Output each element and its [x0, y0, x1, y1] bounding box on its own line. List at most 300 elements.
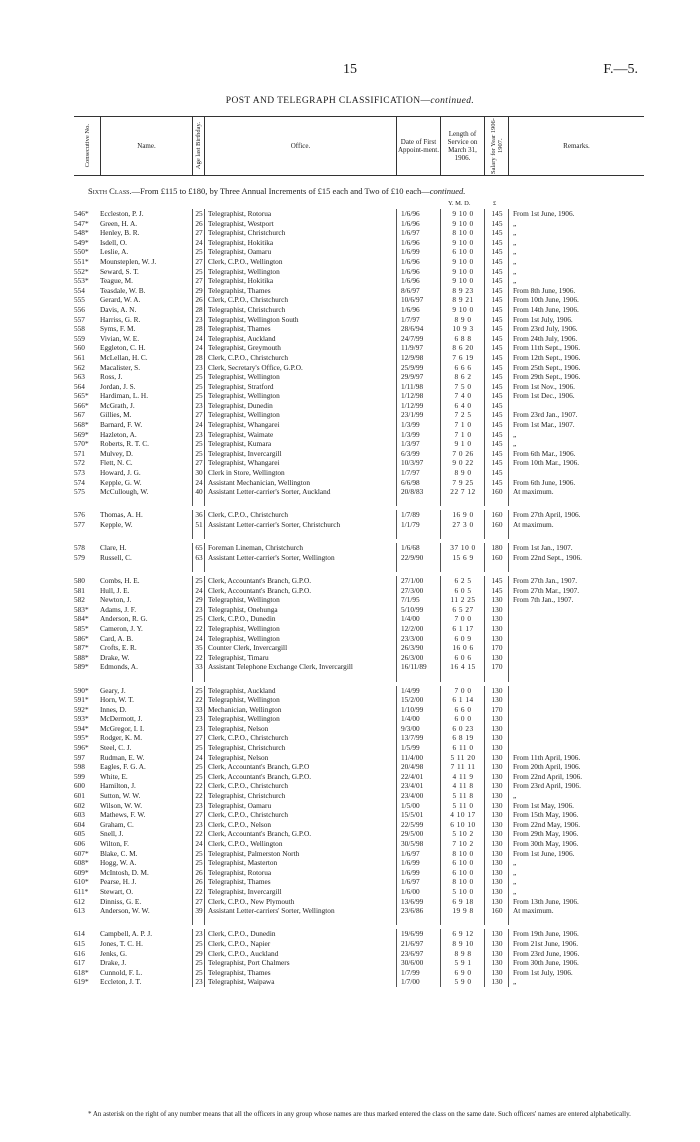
row-date: 11/9/97	[396, 343, 445, 353]
row-date: 10/3/97	[396, 458, 445, 468]
row-office: Mechanician, Wellington	[204, 705, 400, 715]
row-salary: 130	[484, 733, 509, 743]
row-remarks: At maximum.	[508, 520, 653, 539]
table-row	[0, 343, 700, 353]
row-salary: 145	[484, 353, 509, 363]
row-name: Kepple, W.	[100, 520, 133, 529]
row-age: 25	[192, 762, 205, 772]
row-age: 24	[192, 478, 205, 488]
row-remarks	[508, 662, 653, 681]
table-row	[0, 257, 700, 267]
row-length: 8 9 8	[440, 949, 485, 959]
section-heading	[88, 186, 465, 196]
table-row	[0, 958, 700, 968]
row-remarks: „	[508, 276, 653, 286]
row-date: 22/5/99	[396, 820, 445, 830]
row-name: McLellan, H. C.	[100, 352, 148, 362]
row-number: 591*	[74, 695, 89, 705]
table-row	[0, 695, 700, 705]
row-number: 612	[74, 896, 85, 906]
row-remarks: From 29th May, 1906.	[508, 829, 653, 839]
row-length: 8 6 20	[440, 343, 485, 353]
row-office: Telegraphist, Auckland	[204, 334, 400, 344]
row-remarks: From 13th June, 1906.	[508, 897, 653, 907]
row-name: Thomas, A. H.	[100, 510, 143, 520]
table-header	[74, 116, 644, 176]
table-row	[0, 487, 700, 506]
row-office: Clerk, C.P.O., Dunedin	[204, 614, 400, 624]
row-salary: 130	[484, 595, 509, 605]
row-salary: 130	[484, 634, 509, 644]
row-name: Cameron, J. Y.	[100, 623, 143, 633]
row-age: 33	[192, 705, 205, 715]
row-length: 22 7 12	[440, 487, 485, 506]
row-date: 12/9/98	[396, 353, 445, 363]
row-salary: 130	[484, 781, 509, 791]
row-number: 577	[74, 520, 85, 529]
row-length: 16 4 15	[440, 662, 485, 681]
row-remarks: From 22nd May, 1906.	[508, 820, 653, 830]
row-age: 26	[192, 219, 205, 229]
row-salary: 130	[484, 839, 509, 849]
row-office: Telegraphist, Rotorua	[204, 868, 400, 878]
row-number: 552*	[74, 266, 89, 276]
header-name: Name.	[100, 117, 192, 175]
row-length: 4 11 8	[440, 781, 485, 791]
row-length: 6 1 17	[440, 624, 485, 634]
row-office: Clerk, Secretary's Office, G.P.O.	[204, 363, 400, 373]
row-salary: 130	[484, 695, 509, 705]
row-date: 11/4/00	[396, 753, 445, 763]
row-remarks	[508, 705, 653, 715]
row-length: 6 2 5	[440, 576, 485, 586]
table-row	[0, 858, 700, 868]
row-name: Eagles, F. G. A.	[100, 762, 146, 772]
row-name: Steel, C. J.	[100, 743, 132, 753]
row-office: Telegraphist, Kumara	[204, 439, 400, 449]
row-length: 7 0 0	[440, 686, 485, 696]
row-age: 25	[192, 267, 205, 277]
table-row	[0, 276, 700, 286]
table-row	[0, 595, 700, 605]
row-length: 6 6 6	[440, 363, 485, 373]
table-row	[0, 605, 700, 615]
row-office: Telegraphist, Port Chalmers	[204, 958, 400, 968]
page-title	[0, 96, 700, 106]
row-date: 1/6/96	[396, 238, 445, 248]
table-row	[0, 324, 700, 334]
row-salary: 145	[484, 276, 509, 286]
row-salary: 130	[484, 968, 509, 978]
row-office: Telegraphist, Wellington	[204, 624, 400, 634]
row-remarks: „	[508, 791, 653, 801]
row-remarks	[508, 686, 653, 696]
row-name: Combs, H. E.	[100, 575, 140, 585]
row-remarks: From 30th May, 1906.	[508, 839, 653, 849]
row-date: 1/6/96	[396, 209, 445, 219]
row-name: Roberts, R. T. C.	[100, 439, 149, 449]
row-office: Clerk, C.P.O., Christchurch	[204, 810, 400, 820]
row-office: Clerk, C.P.O., Auckland	[204, 949, 400, 959]
row-age: 25	[192, 743, 205, 753]
row-age: 22	[192, 781, 205, 791]
row-number: 557	[74, 314, 85, 324]
row-name: Syms, F. M.	[100, 324, 136, 334]
table-row	[0, 468, 700, 478]
row-office: Telegraphist, Stratford	[204, 382, 400, 392]
table-row	[0, 478, 700, 488]
row-date: 19/6/99	[396, 929, 445, 939]
row-salary: 130	[484, 897, 509, 907]
row-date: 13/6/99	[396, 897, 445, 907]
row-length: 6 10 0	[440, 247, 485, 257]
table-row	[0, 624, 700, 634]
row-office: Clerk, Accountant's Branch, G.P.O.	[204, 586, 400, 596]
row-office: Clerk, C.P.O., Wellington	[204, 839, 400, 849]
row-office: Telegraphist, Wellington South	[204, 315, 400, 325]
row-number: 551*	[74, 256, 89, 266]
row-number: 570*	[74, 439, 89, 449]
row-remarks	[508, 695, 653, 705]
row-number: 568*	[74, 420, 89, 430]
row-number: 549*	[74, 237, 89, 247]
row-remarks	[508, 653, 653, 663]
row-date: 1/7/99	[396, 968, 445, 978]
row-remarks: From 23rd June, 1906.	[508, 949, 653, 959]
row-office: Clerk, C.P.O., Christchurch	[204, 295, 400, 305]
row-name: Horn, W. T.	[100, 695, 134, 705]
row-remarks	[508, 624, 653, 634]
row-salary: 145	[484, 295, 509, 305]
row-office: Clerk, C.P.O., Nelson	[204, 820, 400, 830]
row-number: 618*	[74, 967, 89, 977]
row-remarks	[508, 733, 653, 743]
row-salary: 145	[484, 257, 509, 267]
row-salary: 130	[484, 887, 509, 897]
row-age: 22	[192, 829, 205, 839]
row-length: 7 0 26	[440, 449, 485, 459]
row-date: 1/6/96	[396, 267, 445, 277]
row-salary: 130	[484, 791, 509, 801]
row-name: Green, H. A.	[100, 218, 138, 228]
row-salary: 145	[484, 382, 509, 392]
row-age: 23	[192, 820, 205, 830]
row-age: 23	[192, 724, 205, 734]
row-name: McIntosh, D. M.	[100, 867, 149, 877]
row-remarks: From 15th May, 1906.	[508, 810, 653, 820]
row-age: 22	[192, 653, 205, 663]
row-date: 1/3/99	[396, 430, 445, 440]
row-salary: 130	[484, 977, 509, 987]
row-salary: 130	[484, 772, 509, 782]
row-salary: 130	[484, 858, 509, 868]
row-length: 6 8 8	[440, 334, 485, 344]
row-age: 26	[192, 868, 205, 878]
row-office: Telegraphist, Thames	[204, 324, 400, 334]
row-number: 585*	[74, 623, 89, 633]
row-number: 559	[74, 333, 85, 343]
row-length: 27 3 0	[440, 520, 485, 539]
row-date: 1/3/97	[396, 439, 445, 449]
row-number: 584*	[74, 614, 89, 624]
table-row	[0, 762, 700, 772]
table-row	[0, 295, 700, 305]
row-office: Clerk, C.P.O., Christchurch	[204, 781, 400, 791]
table-row	[0, 286, 700, 296]
row-age: 28	[192, 305, 205, 315]
row-salary: 145	[484, 247, 509, 257]
row-salary: 130	[484, 724, 509, 734]
row-salary: 145	[484, 468, 509, 478]
table-body	[0, 209, 700, 987]
table-row	[0, 906, 700, 925]
row-office: Telegraphist, Wellington	[204, 391, 400, 401]
row-remarks: From 1st Nov., 1906.	[508, 382, 653, 392]
row-name: Gillies, M.	[100, 410, 132, 420]
row-name: Pearse, H. J.	[100, 877, 137, 887]
row-salary: 130	[484, 820, 509, 830]
row-length: 6 10 0	[440, 868, 485, 878]
row-date: 1/6/96	[396, 219, 445, 229]
row-age: 23	[192, 401, 205, 411]
row-salary: 130	[484, 614, 509, 624]
row-number: 580	[74, 575, 85, 585]
header-remarks: Remarks.	[508, 117, 644, 175]
row-age: 24	[192, 238, 205, 248]
row-remarks: From 25th Sept., 1906.	[508, 363, 653, 373]
row-name: Henley, B. R.	[100, 228, 140, 238]
row-length: 16 0 6	[440, 643, 485, 653]
row-salary: 145	[484, 324, 509, 334]
row-remarks: „	[508, 267, 653, 277]
row-name: McDermott, J.	[100, 714, 143, 724]
table-row	[0, 363, 700, 373]
row-office: Assistant Letter-carrier's Sorter, Auckland	[204, 487, 400, 506]
row-date: 6/3/99	[396, 449, 445, 459]
row-remarks: „	[508, 858, 653, 868]
table-row	[0, 929, 700, 939]
row-date: 7/1/95	[396, 595, 445, 605]
row-number: 566*	[74, 400, 89, 410]
row-name: Jenks, G.	[100, 948, 127, 958]
table-row	[0, 753, 700, 763]
row-age: 30	[192, 468, 205, 478]
row-date: 23/1/99	[396, 410, 445, 420]
row-salary: 145	[484, 315, 509, 325]
row-salary: 145	[484, 267, 509, 277]
row-salary: 130	[484, 929, 509, 939]
table-row	[0, 209, 700, 219]
table-row	[0, 939, 700, 949]
row-remarks: From 11th Sept., 1906.	[508, 343, 653, 353]
row-number: 596*	[74, 743, 89, 753]
row-name: Wilson, W. W.	[100, 800, 143, 810]
row-office: Telegraphist, Christchurch	[204, 743, 400, 753]
row-age: 24	[192, 343, 205, 353]
row-length: 5 11 20	[440, 753, 485, 763]
table-row	[0, 887, 700, 897]
row-salary: 130	[484, 829, 509, 839]
row-length: 7 1 0	[440, 420, 485, 430]
row-date: 23/4/01	[396, 781, 445, 791]
row-office: Clerk, Accountant's Branch, G.P.O.	[204, 576, 400, 586]
table-row	[0, 968, 700, 978]
row-date: 1/12/99	[396, 401, 445, 411]
row-age: 25	[192, 382, 205, 392]
row-age: 27	[192, 257, 205, 267]
row-number: 579	[74, 552, 85, 562]
row-remarks: At maximum.	[508, 906, 653, 925]
table-row	[0, 949, 700, 959]
table-row	[0, 382, 700, 392]
row-name: Teague, M.	[100, 276, 133, 286]
row-name: Davis, A. N.	[100, 304, 137, 314]
row-office: Telegraphist, Wellington	[204, 695, 400, 705]
row-name: Snell, J.	[100, 829, 124, 839]
row-office: Assistant Letter-carriers' Sorter, Wellington	[204, 906, 400, 925]
row-name: Hull, J. E.	[100, 585, 130, 595]
row-salary: 130	[484, 605, 509, 615]
row-office: Telegraphist, Whangarei	[204, 458, 400, 468]
row-length: 7 6 19	[440, 353, 485, 363]
row-date: 1/6/99	[396, 868, 445, 878]
row-salary: 130	[484, 958, 509, 968]
row-number: 560	[74, 343, 85, 353]
row-name: Seward, S. T.	[100, 266, 139, 276]
row-number: 567	[74, 410, 85, 420]
row-salary: 130	[484, 624, 509, 634]
row-remarks	[508, 468, 653, 478]
row-age: 27	[192, 733, 205, 743]
row-length: 8 10 0	[440, 228, 485, 238]
table-row	[0, 267, 700, 277]
row-age: 28	[192, 353, 205, 363]
row-number: 600	[74, 781, 85, 791]
row-date: 1/6/99	[396, 247, 445, 257]
row-date: 1/6/00	[396, 887, 445, 897]
header-office: Office.	[204, 117, 396, 175]
row-name: Mulvey, D.	[100, 448, 133, 458]
row-name: Mathews, F. W.	[100, 810, 146, 820]
row-date: 1/7/97	[396, 315, 445, 325]
row-age: 25	[192, 372, 205, 382]
page-number: 15	[343, 62, 357, 77]
row-salary: 145	[484, 439, 509, 449]
row-length: 7 11 11	[440, 762, 485, 772]
row-name: Isdell, O.	[100, 237, 127, 247]
row-remarks	[508, 634, 653, 644]
row-age: 24	[192, 753, 205, 763]
row-length: 9 1 0	[440, 439, 485, 449]
row-number: 606	[74, 839, 85, 848]
row-number: 571	[74, 448, 85, 458]
row-office: Telegraphist, Masterton	[204, 858, 400, 868]
row-length: 9 10 0	[440, 257, 485, 267]
row-age: 29	[192, 949, 205, 959]
row-salary: 145	[484, 286, 509, 296]
row-number: 588*	[74, 652, 89, 662]
table-row	[0, 510, 700, 520]
row-age: 24	[192, 420, 205, 430]
row-number: 617	[74, 958, 85, 968]
row-number: 583*	[74, 604, 89, 614]
row-length: 6 6 0	[440, 705, 485, 715]
row-salary: 145	[484, 410, 509, 420]
row-salary: 180	[484, 543, 509, 553]
row-date: 1/12/98	[396, 391, 445, 401]
row-salary: 160	[484, 906, 509, 925]
row-name: Stewart, O.	[100, 886, 134, 896]
title-continued: continued.	[430, 96, 475, 106]
row-length: 6 5 27	[440, 605, 485, 615]
row-office: Telegraphist, Greymouth	[204, 343, 400, 353]
row-remarks	[508, 714, 653, 724]
row-number: 575	[74, 487, 85, 497]
row-number: 563	[74, 372, 85, 382]
row-length: 6 4 0	[440, 401, 485, 411]
row-number: 581	[74, 585, 85, 595]
row-number: 619*	[74, 977, 89, 987]
row-salary: 145	[484, 420, 509, 430]
row-office: Telegraphist, Waimate	[204, 430, 400, 440]
row-salary: 145	[484, 458, 509, 468]
row-age: 29	[192, 595, 205, 605]
row-name: Anderson, W. W.	[100, 906, 150, 916]
row-salary: 145	[484, 372, 509, 382]
row-length: 9 10 0	[440, 267, 485, 277]
row-salary: 145	[484, 430, 509, 440]
table-row	[0, 705, 700, 715]
row-age: 25	[192, 449, 205, 459]
row-name: Gerard, W. A.	[100, 295, 141, 305]
row-name: McGregor, I. I.	[100, 723, 145, 733]
row-number: 611*	[74, 886, 89, 896]
table-row	[0, 430, 700, 440]
table-row	[0, 315, 700, 325]
row-date: 16/11/89	[396, 662, 445, 681]
footnote: * An asterisk on the right of any number means that all the officers in any group whose names are thus marked entered the class on the same date. Such officers' names are entered alphabetically.	[88, 1110, 631, 1118]
row-length: 6 9 18	[440, 897, 485, 907]
row-number: 589*	[74, 662, 89, 672]
row-date: 24/7/99	[396, 334, 445, 344]
row-remarks: From 14th June, 1906.	[508, 305, 653, 315]
row-number: 547*	[74, 218, 89, 228]
row-office: Telegraphist, Nelson	[204, 724, 400, 734]
row-number: 603	[74, 810, 85, 820]
row-name: Edmonds, A.	[100, 662, 138, 672]
row-name: Harriss, G. R.	[100, 314, 141, 324]
table-row	[0, 877, 700, 887]
row-age: 27	[192, 276, 205, 286]
table-row	[0, 662, 700, 681]
header-consecutive-no: Consecutive No.	[83, 124, 91, 168]
table-row	[0, 247, 700, 257]
row-number: 614	[74, 929, 85, 939]
row-remarks: From 1st Dec., 1906.	[508, 391, 653, 401]
row-number: 616	[74, 948, 85, 958]
row-age: 22	[192, 624, 205, 634]
row-number: 609*	[74, 867, 89, 877]
row-length: 8 9 10	[440, 939, 485, 949]
row-office: Assistant Letter-carrier's Sorter, Wellington	[204, 553, 400, 572]
row-office: Telegraphist, Dunedin	[204, 401, 400, 411]
row-age: 29	[192, 286, 205, 296]
row-salary: 130	[484, 743, 509, 753]
table-row	[0, 449, 700, 459]
table-row	[0, 653, 700, 663]
row-number: 592*	[74, 704, 89, 714]
table-row	[0, 543, 700, 553]
